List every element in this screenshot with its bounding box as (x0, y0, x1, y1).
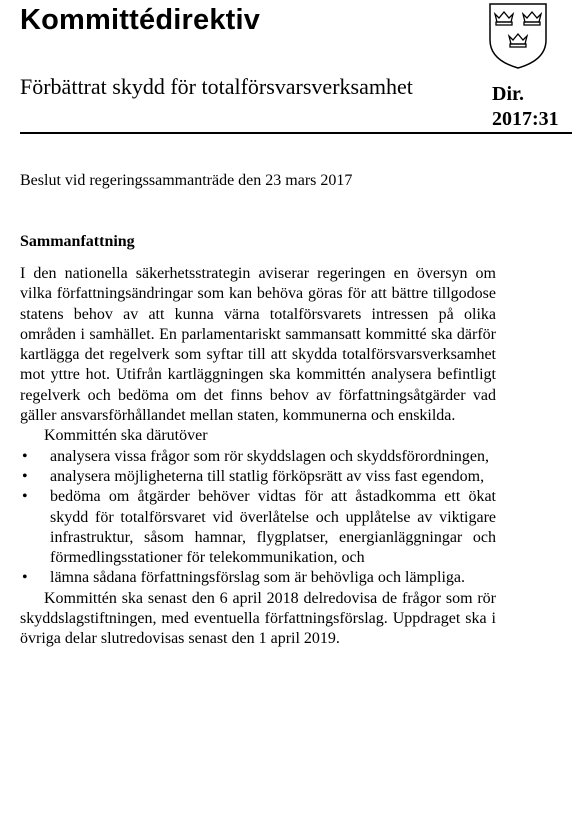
three-crowns-emblem-icon (486, 2, 550, 70)
directive-number (492, 82, 559, 132)
document-type-heading: Kommittédirektiv (20, 4, 261, 36)
intro-line: Kommittén ska därutöver (44, 427, 208, 445)
document-title: Förbättrat skydd för totalförsvarsverksamhet (20, 74, 413, 99)
list-item-text: analysera möjligheterna till statlig förköpsrätt av viss fast egendom, (50, 467, 485, 485)
summary-body (20, 264, 496, 650)
closing-paragraph: Kommittén ska senast den 6 april 2018 delredovisa de frågor som rör skyddslagstiftningen, med eventuella författningsförslag. Uppdraget ska i övriga delar slutredovisas senast den 1 april 2019. (20, 589, 496, 648)
list-item-text: bedöma om åtgärder behöver vidtas för att åstadkomma ett ökat skydd för totalförsvaret vid överlåtelse och upplåtelse av viktigare infrastruktur, såsom hamnar, flygplatser, energianläggningar och förmedlingsstationer för telekommunikation, och (50, 488, 496, 567)
task-list (20, 447, 496, 589)
directive-label: Dir. (492, 83, 525, 105)
list-item (20, 447, 496, 467)
list-item-text: lämna sådana författningsförslag som är behövliga och lämpliga. (50, 569, 465, 587)
list-item-text: analysera vissa frågor som rör skyddslagen och skyddsförordningen, (50, 447, 490, 465)
decision-line: Beslut vid regeringssammanträde den 23 mars 2017 (20, 172, 353, 189)
list-item (20, 487, 496, 568)
list-item (20, 568, 496, 588)
bullet-icon: • (22, 488, 28, 506)
bullet-icon: • (22, 569, 28, 587)
section-heading: Sammanfattning (20, 233, 135, 250)
header-divider (20, 132, 572, 134)
directive-id: 2017:31 (492, 108, 559, 130)
bullet-icon: • (22, 447, 28, 465)
summary-paragraph: I den nationella säkerhetsstrategin aviserar regeringen en översyn om vilka författningsändringar som kan behöva göras för att bättre tillgodose statens behov av att kunna värna totalförsvarets intressen på olika områden i samhället. En parlamentariskt sammansatt kommitté ska därför kartlägga det regelverk som syftar till att skydda totalförsvarsverksamhet mot yttre hot. Utifrån kartläggningen ska kommittén analysera befintligt regelverk och bedöma om det finns behov av författningsåtgärder vad gäller ansvarsförhållandet mellan staten, kommunerna och enskilda. (20, 265, 496, 425)
list-item (20, 467, 496, 487)
bullet-icon: • (22, 467, 28, 485)
